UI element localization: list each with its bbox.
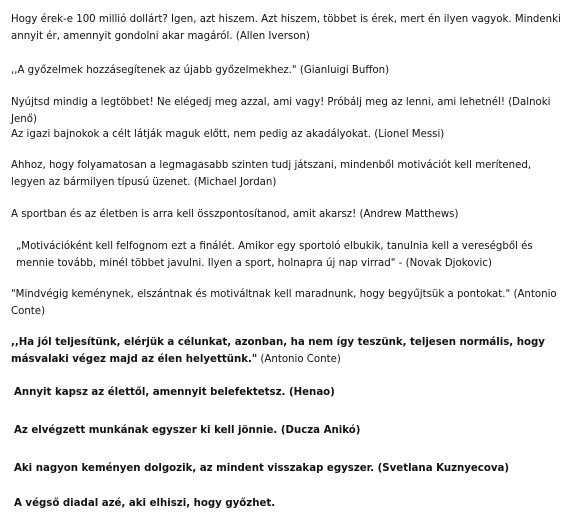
quote-text: ,,Ha jól teljesítünk, elérjük a célunkat, azonban, ha nem így teszünk, teljesen normális, hogy másvalaki végez majd az élen helyettünk." — [11, 337, 545, 365]
quote-text: „Motivációként kell felfognom ezt a finálét. Amikor egy sportoló elbukik, tanulnia kell a vereségből és mennie tovább, minél többet javulni. Ilyen a sport, holnapra új nap virrad" - — [16, 241, 533, 269]
quote-text: Nyújtsd mindig a legtöbbet! Ne elégedj meg azzal, ami vagy! Próbálj meg az lenni, ami lehetnél! — [11, 97, 505, 108]
quote-author: (Michael Jordan) — [193, 177, 277, 188]
quote-text: Ahhoz, hogy folyamatosan a legmagasabb szinten tudj játszani, mindenből motivációt kell merítened, legyen az bármilyen típusú üzenet. — [11, 160, 532, 188]
quote-jordan — [11, 157, 563, 191]
quote-text: A végső diadal azé, aki elhiszi, hogy győzhet. — [14, 498, 276, 509]
quote-kuznyecova — [14, 460, 566, 477]
quote-text: Annyit kapsz az élettől, amennyit belefektetsz. — [14, 387, 286, 398]
quote-author: (Antonio Conte) — [260, 354, 341, 365]
quote-matthews — [11, 206, 563, 223]
quote-author: (Gianluigi Buffon) — [299, 65, 390, 76]
quote-messi — [11, 126, 563, 143]
quote-conte-2 — [11, 334, 563, 368]
quote-author: (Dalnoki Jenő) — [11, 97, 551, 125]
quote-author: (Allen Iverson) — [235, 31, 310, 42]
quote-author: (Svetlana Kuznyecova) — [377, 463, 510, 474]
quote-vegso-diadal — [14, 495, 566, 512]
quote-author: (Antonio Conte) — [11, 289, 557, 317]
quote-djokovic — [16, 238, 561, 272]
quote-author: (Lionel Messi) — [374, 129, 445, 140]
quote-text: Hogy érek-e 100 millió dollárt? Igen, azt hiszem. Azt hiszem, többet is érek, mert én ilyen vagyok. Mindenki annyit ér, amennyit gondolni akar magáról. — [11, 14, 561, 42]
quote-author: (Henao) — [288, 387, 335, 398]
quote-author: (Ducza Anikó) — [280, 425, 361, 436]
quote-ducza — [14, 422, 566, 439]
quote-henao — [14, 384, 566, 401]
quote-text: A sportban és az életben is arra kell összpontosítanod, amit akarsz! — [11, 209, 357, 220]
quote-iverson — [11, 11, 563, 45]
quote-author: (Andrew Matthews) — [359, 209, 459, 220]
quote-author: (Novak Djokovic) — [405, 258, 492, 269]
quote-dalnoki — [11, 94, 563, 128]
quote-text: Aki nagyon keményen dolgozik, az mindent visszakap egyszer. — [14, 463, 375, 474]
quote-conte-1 — [11, 286, 563, 320]
quote-text: ,,A győzelmek hozzásegítenek az újabb győzelmekhez." — [11, 65, 297, 76]
quote-text: Az elvégzett munkának egyszer ki kell jönnie. — [14, 425, 278, 436]
quote-buffon — [11, 62, 563, 79]
quote-text: "Mindvégig keménynek, elszántnak és motiváltnak kell maradnunk, hogy begyűjtsük a pontokat." — [11, 289, 511, 300]
quote-text: Az igazi bajnokok a célt látják maguk előtt, nem pedig az akadályokat. — [11, 129, 372, 140]
